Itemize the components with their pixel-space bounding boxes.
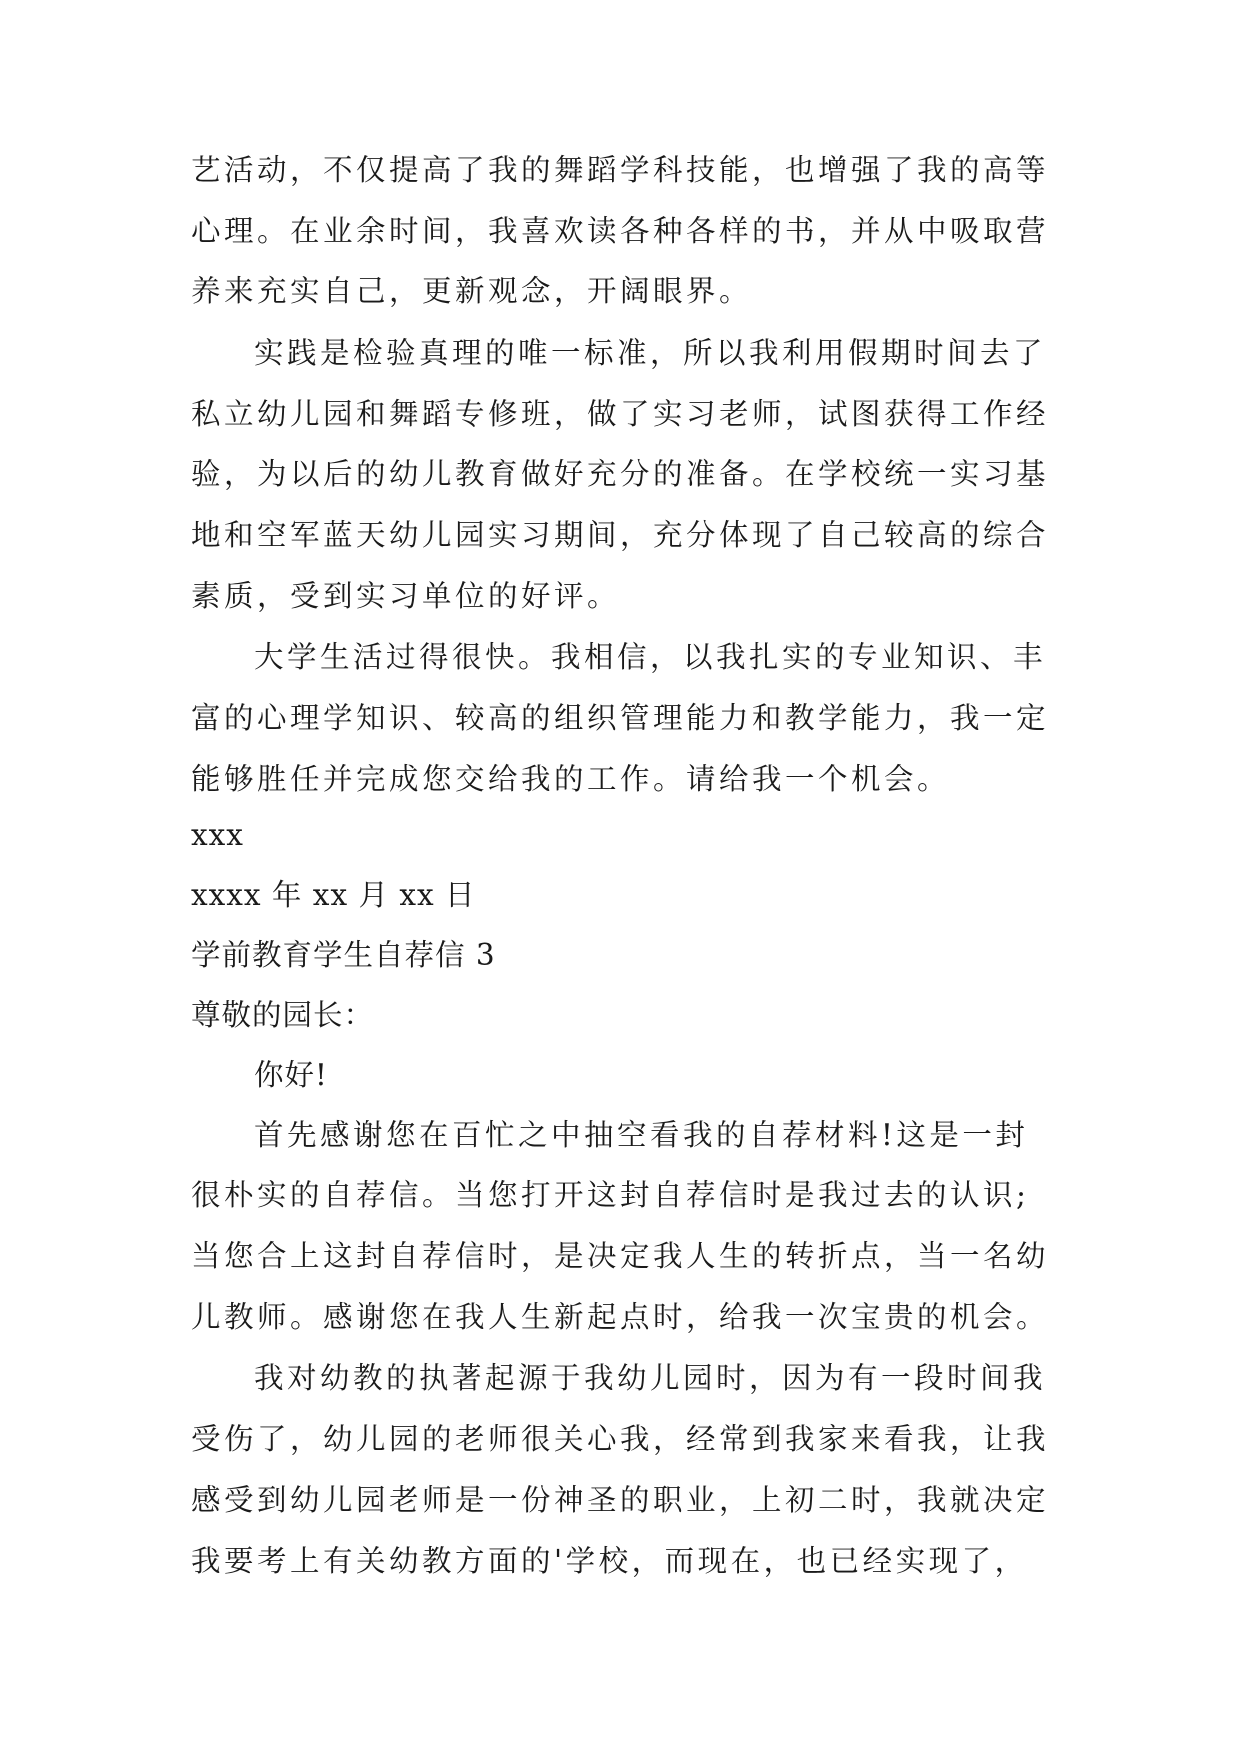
paragraph-first-line: 大学生活过得很快。我相信，以我扎实的专业知识、丰 bbox=[254, 640, 1047, 674]
text-line: 受伤了，幼儿园的老师很关心我，经常到我家来看我，让我 bbox=[191, 1422, 1050, 1456]
text-line: 富的心理学知识、较高的组织管理能力和教学能力，我一定 bbox=[191, 701, 1050, 735]
paragraph-first-line: 实践是检验真理的唯一标准，所以我利用假期时间去了 bbox=[254, 336, 1047, 370]
paragraph-first-line: 首先感谢您在百忙之中抽空看我的自荐材料!这是一封 bbox=[254, 1118, 1029, 1152]
text-line: 能够胜任并完成您交给我的工作。请给我一个机会。 bbox=[191, 762, 951, 796]
letter-title: 学前教育学生自荐信 3 bbox=[191, 938, 496, 972]
text-line: 地和空军蓝天幼儿园实习期间，充分体现了自己较高的综合 bbox=[191, 518, 1050, 552]
salutation: 尊敬的园长： bbox=[191, 998, 375, 1032]
text-line: 心理。在业余时间，我喜欢读各种各样的书，并从中吸取营 bbox=[191, 214, 1050, 248]
text-line: 很朴实的自荐信。当您打开这封自荐信时是我过去的认识; bbox=[191, 1178, 1030, 1212]
text-line: 儿教师。感谢您在我人生新起点时，给我一次宝贵的机会。 bbox=[191, 1300, 1050, 1334]
text-line: 艺活动，不仅提高了我的舞蹈学科技能，也增强了我的高等 bbox=[191, 153, 1050, 187]
signature-date: xxxx 年 xx 月 xx 日 bbox=[191, 878, 476, 912]
text-line: 私立幼儿园和舞蹈专修班，做了实习老师，试图获得工作经 bbox=[191, 397, 1050, 431]
text-line: 验，为以后的幼儿教育做好充分的准备。在学校统一实习基 bbox=[191, 457, 1050, 491]
text-line: 素质，受到实习单位的好评。 bbox=[191, 579, 621, 613]
text-line: 我要考上有关幼教方面的'学校，而现在，也已经实现了， bbox=[191, 1544, 1028, 1578]
greeting: 你好! bbox=[254, 1058, 328, 1092]
paragraph-first-line: 我对幼教的执著起源于我幼儿园时，因为有一段时间我 bbox=[254, 1361, 1047, 1395]
signature-name: xxx bbox=[191, 818, 244, 852]
text-line: 当您合上这封自荐信时，是决定我人生的转折点，当一名幼 bbox=[191, 1239, 1050, 1273]
text-line: 感受到幼儿园老师是一份神圣的职业，上初二时，我就决定 bbox=[191, 1483, 1050, 1517]
text-line: 养来充实自己，更新观念，开阔眼界。 bbox=[191, 274, 753, 308]
